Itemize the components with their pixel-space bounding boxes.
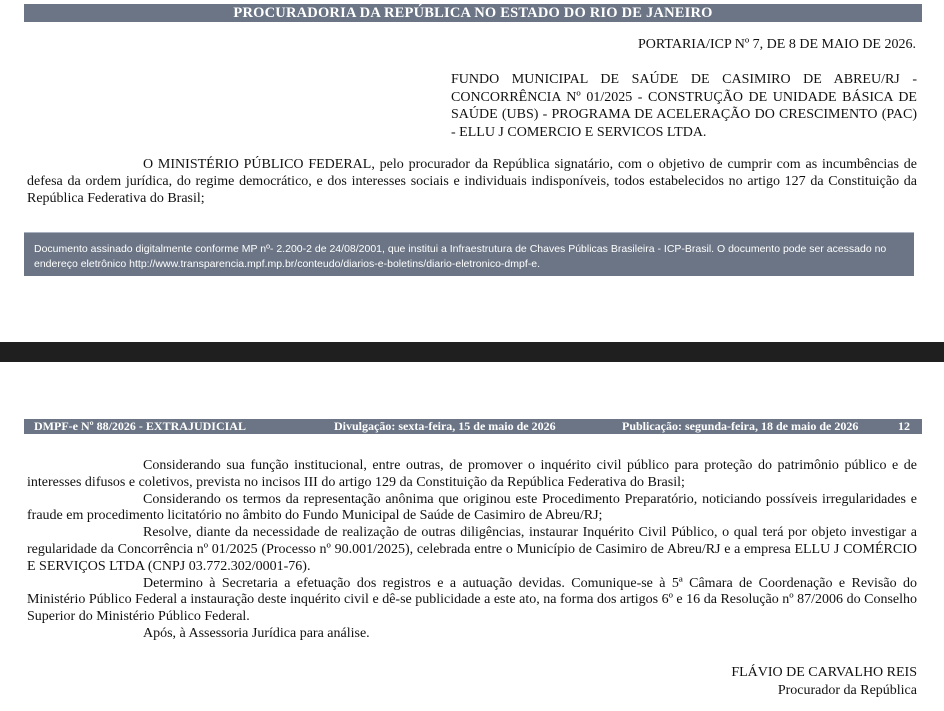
- edition-meta-bar: [24, 419, 922, 434]
- signer-name: FLÁVIO DE CARVALHO REIS: [731, 665, 917, 680]
- signer-role: Procurador da República: [777, 683, 917, 698]
- document-page-top: [0, 0, 944, 342]
- page-divider: [0, 342, 944, 362]
- page-number: 12: [898, 419, 910, 433]
- portaria-title: PORTARIA/ICP Nº 7, DE 8 DE MAIO DE 2026.: [638, 37, 916, 52]
- publication-date: Publicação: segunda-feira, 18 de maio de 2026: [622, 419, 859, 433]
- edition-number: DMPF-e Nº 88/2026 - EXTRAJUDICIAL: [34, 419, 246, 433]
- closing-paragraph: Após, à Assessoria Jurídica para análise.: [143, 625, 370, 641]
- signature-block: [731, 664, 917, 700]
- preamble-paragraph: O MINISTÉRIO PÚBLICO FEDERAL, pelo procurador da República signatário, com o objetivo de cumprir com as incumbências de defesa da ordem jurídica, do regime democrático, e dos interesses sociais e individuais indisponíveis, todos estabelecidos no artigo 127 da Constituição da República Federativa do Brasil;: [27, 157, 917, 206]
- considering-paragraph-2: Considerando os termos da representação anônima que originou este Procedimento Preparatório, noticiando possíveis irregularidades e fraude em procedimento licitatório no âmbito do Fundo Municipal de Saúde de Casimiro de Abreu/RJ;: [27, 491, 917, 524]
- digital-signature-notice: Documento assinado digitalmente conforme MP nº- 2.200-2 de 24/08/2001, que institui a Infraestrutura de Chaves Públicas Brasileira - ICP-Brasil. O documento pode ser acessado no endereço eletrônico http://www.transparencia.mpf.mp.br/conteudo/diarios-e-boletins/diario-eletronico-dmpf-e.: [24, 232, 914, 276]
- resolve-paragraph: Resolve, diante da necessidade de realização de outras diligências, instaurar Inquérito Civil Público, o qual terá por objeto investigar a regularidade da Concorrência nº 01/2025 (Processo nº 90.001/2025), celebrada entre o Município de Casimiro de Abreu/RJ e a empresa ELLU J COMÉRCIO E SERVIÇOS LTDA (CNPJ 03.772.302/0001-76).: [27, 525, 917, 574]
- disclosure-date: Divulgação: sexta-feira, 15 de maio de 2026: [334, 419, 556, 433]
- considering-paragraph-1: Considerando sua função institucional, entre outras, de promover o inquérito civil público para proteção do patrimônio público e de interesses difusos e coletivos, prevista no incisos III do artigo 129 da Constituição da República Federativa do Brasil;: [27, 458, 917, 490]
- portaria-body: [27, 458, 917, 643]
- determination-paragraph: Determino à Secretaria a efetuação dos registros e a autuação devidas. Comunique-se à 5ª Câmara de Coordenação e Revisão do Ministério Público Federal a instauração deste inquérito civil e dê-se publicidade a este ato, na forma dos artigos 6º e 16 da Resolução nº 87/2006 do Conselho Superior do Ministério Público Federal.: [27, 575, 917, 625]
- portaria-ementa: FUNDO MUNICIPAL DE SAÚDE DE CASIMIRO DE ABREU/RJ - CONCORRÊNCIA Nº 01/2025 - CONSTRUÇÃO DE UNIDADE BÁSICA DE SAÚDE (UBS) - PROGRAMA DE ACELERAÇÃO DO CRESCIMENTO (PAC) - ELLU J COMERCIO E SERVICOS LTDA.: [451, 72, 917, 140]
- institution-header: PROCURADORIA DA REPÚBLICA NO ESTADO DO RIO DE JANEIRO: [24, 4, 922, 22]
